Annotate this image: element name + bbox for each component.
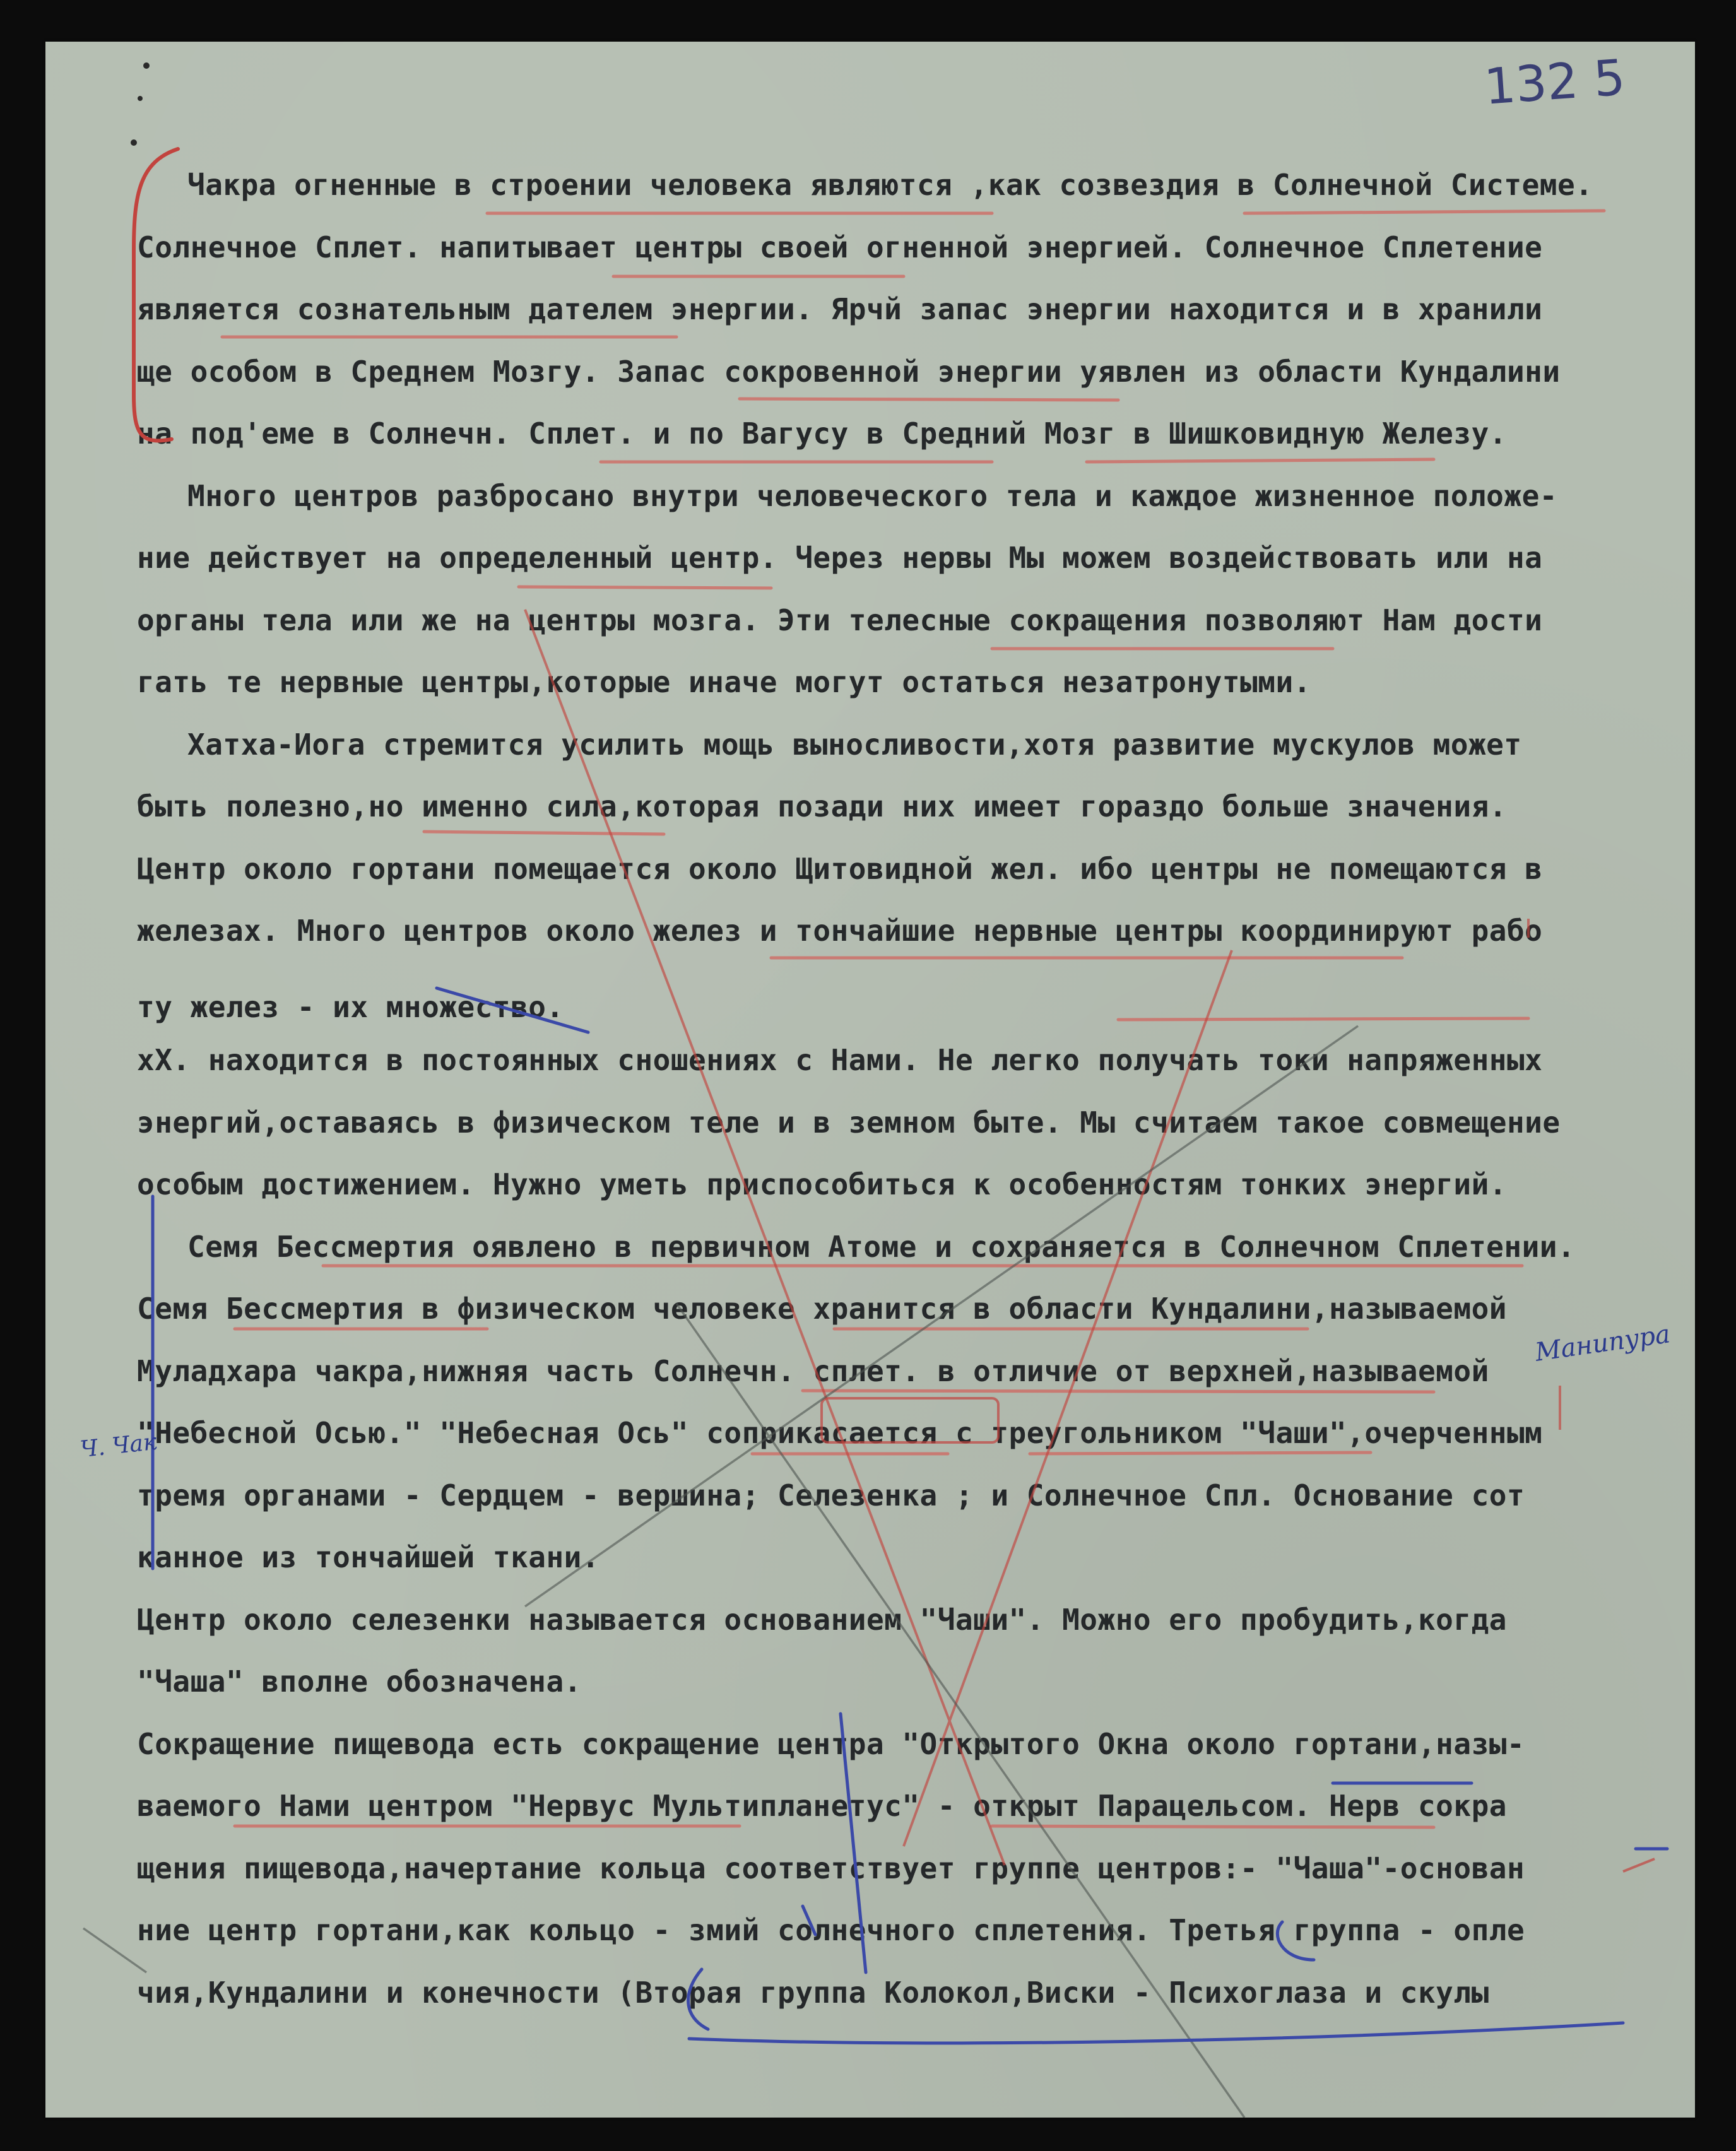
text-line: Солнечное Сплет. напитывает центры своей огненной энергией. Солнечное Сплетение	[137, 230, 1543, 264]
text-line: ваемого Нами центром "Нервус Мультипланетус" - открыт Парацельсом. Нерв сокра	[137, 1789, 1507, 1823]
text-line: "Небесной Осью." "Небесная Ось" соприкасается с треугольником "Чаши",очерченным	[137, 1416, 1543, 1450]
text-line: хХ. находится в постоянных сношениях с Нами. Не легко получать токи напряженных	[137, 1043, 1543, 1077]
text-line: Сокращение пищевода есть сокращение центра "Открытого Окна около гортани,назы-	[137, 1726, 1525, 1761]
text-line: энергий,оставаясь в физическом теле и в земном быте. Мы считаем такое совмещение	[137, 1105, 1561, 1140]
text-line: ние действует на определенный центр. Через нервы Мы можем воздействовать или на	[137, 541, 1543, 575]
text-line: "Чаша" вполне обозначена.	[137, 1665, 582, 1699]
margin-note-left: Ч. Чак	[79, 1429, 158, 1463]
text-line: чия,Кундалини и конечности (Вторая группа Колокол,Виски - Психоглаза и скулы	[137, 1975, 1489, 2010]
margin-note-right: Манипура	[1533, 1319, 1672, 1367]
page-number: 132 5	[1482, 49, 1627, 116]
text-line: быть полезно,но именно сила,которая позади них имеет гораздо больше значения.	[137, 789, 1507, 823]
text-line: Семя Бессмертия в физическом человеке хранится в области Кундалини,называемой	[137, 1292, 1507, 1326]
text-line: является сознательным дателем энергии. Ярчй запас энергии находится и в хранили	[137, 292, 1543, 326]
text-line: ние центр гортани,как кольцо - змий солнечного сплетения. Третья группа - опле	[137, 1913, 1525, 1947]
text-line: Муладхара чакра,нижняя часть Солнечн. сплет. в отличие от верхней,называемой	[137, 1353, 1489, 1388]
text-line: Много центров разбросано внутри человеческого тела и каждое жизненное положе-	[187, 478, 1557, 513]
ink-specks	[131, 62, 150, 146]
text-line: Центр около гортани помещается около Щитовидной жел. ибо центры не помещаются в	[137, 851, 1543, 886]
text-line: тремя органами - Сердцем - вершина; Селезенка ; и Солнечное Спл. Основание сот	[137, 1478, 1525, 1512]
text-line: щения пищевода,начертание кольца соответствует группе центров:- "Чаша"-основан	[137, 1851, 1525, 1885]
text-line: ту желез - их множество.	[137, 989, 564, 1024]
text-line: Чакра огненные в строении человека являются ,как созвездия в Солнечной Системе.	[187, 168, 1593, 202]
text-line: железах. Много центров около желез и тончайшие нервные центры координируют рабо	[137, 914, 1543, 948]
document-page	[45, 42, 1695, 2118]
text-line: ще особом в Среднем Мозгу. Запас сокровенной энергии уявлен из области Кундалини	[137, 354, 1561, 389]
text-line: канное из тончайшей ткани.	[137, 1540, 600, 1574]
text-line: Хатха-Иога стремится усилить мощь выносливости,хотя развитие мускулов может	[187, 727, 1522, 762]
text-line: Семя Бессмертия оявлено в первичном Атоме и сохраняется в Солнечном Сплетении.	[187, 1229, 1576, 1264]
text-line: гать те нервные центры,которые иначе могут остаться незатронутыми.	[137, 665, 1311, 699]
text-line: органы тела или же на центры мозга. Эти телесные сокращения позволяют Нам дости	[137, 603, 1543, 637]
text-line: на под'еме в Солнечн. Сплет. и по Вагусу в Средний Мозг в Шишковидную Железу.	[137, 416, 1507, 451]
text-line: особым достижением. Нужно уметь приспособиться к особенностям тонких энергий.	[137, 1167, 1507, 1201]
typed-text	[137, 154, 1651, 2024]
text-line: Центр около селезенки называется основанием "Чаши". Можно его пробудить,когда	[137, 1602, 1507, 1637]
